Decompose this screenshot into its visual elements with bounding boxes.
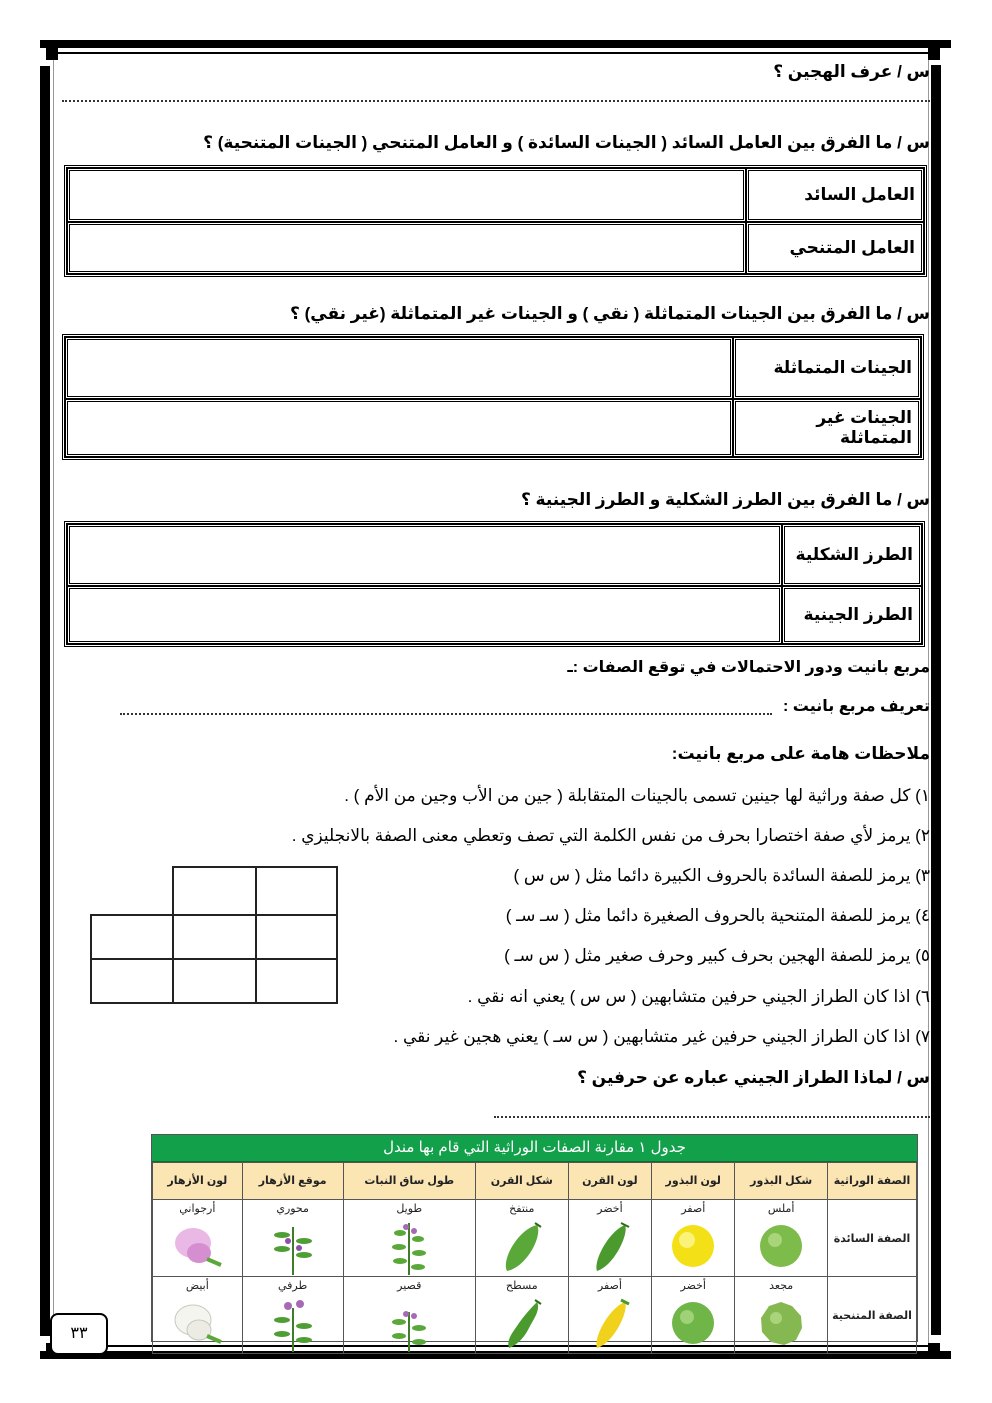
border-corner bbox=[928, 48, 940, 60]
column-header: الصفة الوراثية bbox=[828, 1163, 917, 1200]
table-cell bbox=[153, 1200, 243, 1277]
punnett-cell[interactable] bbox=[255, 914, 338, 960]
row-label: العامل المتنحي bbox=[746, 222, 924, 274]
punnett-cell[interactable] bbox=[90, 958, 174, 1004]
page-border-left bbox=[40, 66, 50, 1336]
row-label: العامل السائد bbox=[746, 168, 924, 222]
cell-text: مجعد bbox=[769, 1280, 794, 1292]
cell-text: أرجواني bbox=[179, 1203, 216, 1215]
punnett-cell[interactable] bbox=[90, 914, 174, 960]
column-header: لون البذور bbox=[652, 1163, 735, 1200]
punnett-square bbox=[90, 866, 338, 1004]
table-title: جدول ١ مقارنة الصفات الوراثية التي قام بها مندل bbox=[152, 1135, 917, 1162]
table-header-row bbox=[153, 1163, 917, 1200]
table-cell bbox=[475, 1200, 568, 1277]
terminal-flowers-icon bbox=[268, 1298, 318, 1352]
note-item: ١) كل صفة وراثية لها جينين تسمى بالجينات المتقابلة ( جين من الأب وجين من الأم ) . bbox=[344, 786, 930, 805]
table-cell bbox=[242, 1200, 343, 1277]
table-row bbox=[153, 1200, 917, 1277]
wrinkled-pea-icon bbox=[756, 1298, 806, 1348]
white-flower-icon bbox=[169, 1298, 225, 1348]
punnett-definition-label: تعريف مربع بانيت : bbox=[782, 698, 930, 715]
column-header: لون القرن bbox=[568, 1163, 651, 1200]
cell-text: أصفر bbox=[681, 1203, 706, 1215]
cell-text: طويل bbox=[396, 1203, 423, 1215]
row-label: الطرز الجينية bbox=[782, 586, 922, 644]
purple-flower-icon bbox=[169, 1221, 225, 1271]
answer-cell[interactable] bbox=[65, 399, 733, 457]
cell-text: أصفر bbox=[597, 1280, 622, 1292]
table-cell bbox=[153, 1277, 243, 1354]
answer-cell[interactable] bbox=[67, 524, 782, 586]
answer-cell[interactable] bbox=[65, 337, 733, 399]
question-genotype-two-letters: س / لماذا الطراز الجيني عباره عن حرفين ؟ bbox=[577, 1068, 930, 1087]
column-header: موقع الأزهار bbox=[242, 1163, 343, 1200]
yellow-pea-icon bbox=[668, 1221, 718, 1271]
cell-text: منتفخ bbox=[509, 1203, 535, 1215]
question-dominant-recessive: س / ما الفرق بين العامل السائد ( الجينات السائدة ) و العامل المتنحي ( الجينات المتنحية) ؟ bbox=[203, 133, 930, 152]
cell-text: أبيض bbox=[185, 1280, 209, 1292]
answer-table-phenotype bbox=[64, 521, 925, 647]
note-item: ٥) يرمز للصفة الهجين بحرف كبير وحرف صغير مثل ( س سـ ) bbox=[504, 946, 930, 965]
table-cell bbox=[735, 1200, 828, 1277]
table-cell bbox=[568, 1277, 651, 1354]
cell-text: أخضر bbox=[597, 1203, 623, 1215]
punnett-cell[interactable] bbox=[172, 866, 257, 916]
cell-text: قصير bbox=[397, 1280, 422, 1292]
table-cell bbox=[475, 1277, 568, 1354]
column-header: شكل البذور bbox=[735, 1163, 828, 1200]
cell-text: أخضر bbox=[680, 1280, 706, 1292]
punnett-cell[interactable] bbox=[172, 958, 257, 1004]
cell-text: طرفي bbox=[278, 1280, 308, 1292]
short-plant-icon bbox=[384, 1298, 434, 1352]
mendel-traits-table bbox=[151, 1134, 918, 1342]
note-item: ٣) يرمز للصفة السائدة بالحروف الكبيرة دائما مثل ( س س ) bbox=[513, 866, 930, 885]
note-item: ٧) اذا كان الطراز الجيني حرفين غير متشابهين ( س سـ ) يعني هجين غير نقي . bbox=[393, 1027, 930, 1046]
table-cell bbox=[652, 1277, 735, 1354]
cell-text: مسطح bbox=[505, 1280, 538, 1292]
row-label: الصفة المتنحية bbox=[828, 1277, 917, 1354]
answer-cell[interactable] bbox=[67, 586, 782, 644]
answer-line[interactable] bbox=[62, 100, 930, 102]
note-item: ٦) اذا كان الطراز الجيني حرفين متشابهين ( س س ) يعني انه نقي . bbox=[467, 987, 930, 1006]
section-heading-punnett: مربع بانيت ودور الاحتمالات في توقع الصفات :ـ bbox=[567, 659, 930, 676]
border-corner bbox=[928, 1343, 940, 1355]
page-border-right bbox=[931, 65, 941, 1335]
row-label: الطرز الشكلية bbox=[782, 524, 922, 586]
table-cell bbox=[568, 1200, 651, 1277]
table-cell bbox=[652, 1200, 735, 1277]
border-corner bbox=[46, 48, 58, 60]
question-hybrid-definition: س / عرف الهجين ؟ bbox=[773, 62, 930, 81]
column-header: لون الأزهار bbox=[153, 1163, 243, 1200]
note-item: ٢) يرمز لأي صفة اختصارا بحرف من نفس الكلمة التي تصف وتعطي معنى الصفة بالانجليزي . bbox=[291, 826, 930, 845]
table-cell bbox=[343, 1200, 475, 1277]
punnett-cell[interactable] bbox=[172, 914, 257, 960]
cell-text: محوري bbox=[276, 1203, 309, 1215]
punnett-cell[interactable] bbox=[255, 958, 338, 1004]
round-green-pea-icon bbox=[756, 1221, 806, 1271]
answer-cell[interactable] bbox=[67, 222, 746, 274]
column-header: طول ساق النبات bbox=[343, 1163, 475, 1200]
row-label: الجينات المتماثلة bbox=[733, 337, 921, 399]
table-row bbox=[153, 1277, 917, 1354]
table-cell bbox=[242, 1277, 343, 1354]
answer-table-dominant-recessive bbox=[64, 165, 927, 277]
inflated-pod-icon bbox=[497, 1221, 547, 1275]
answer-line[interactable] bbox=[120, 713, 772, 715]
question-homozygous-heterozygous: س / ما الفرق بين الجينات المتماثلة ( نقي ) و الجينات غير المتماثلة (غير نقي) ؟ bbox=[290, 304, 930, 323]
green-pea-icon bbox=[668, 1298, 718, 1348]
constricted-pod-icon bbox=[497, 1298, 547, 1352]
tall-plant-icon bbox=[384, 1221, 434, 1275]
question-phenotype-genotype: س / ما الفرق بين الطرز الشكلية و الطرز الجينية ؟ bbox=[520, 490, 930, 509]
table-cell bbox=[735, 1277, 828, 1354]
green-pod-icon bbox=[585, 1221, 635, 1275]
answer-table-homozygous bbox=[62, 334, 924, 460]
cell-text: أملس bbox=[767, 1203, 795, 1215]
column-header: شكل القرن bbox=[475, 1163, 568, 1200]
row-label: الجينات غير المتماثلة bbox=[733, 399, 921, 457]
yellow-pod-icon bbox=[585, 1298, 635, 1352]
table-cell bbox=[343, 1277, 475, 1354]
page-number: ٣٣ bbox=[50, 1313, 108, 1355]
punnett-cell[interactable] bbox=[255, 866, 338, 916]
row-label: الصفة السائدة bbox=[828, 1200, 917, 1277]
answer-cell[interactable] bbox=[67, 168, 746, 222]
axial-flowers-icon bbox=[268, 1221, 318, 1275]
notes-heading: ملاحظات هامة على مربع بانيت: bbox=[671, 744, 930, 763]
note-item: ٤) يرمز للصفة المتنحية بالحروف الصغيرة دائما مثل ( سـ سـ ) bbox=[505, 906, 930, 925]
answer-line[interactable] bbox=[494, 1116, 930, 1118]
